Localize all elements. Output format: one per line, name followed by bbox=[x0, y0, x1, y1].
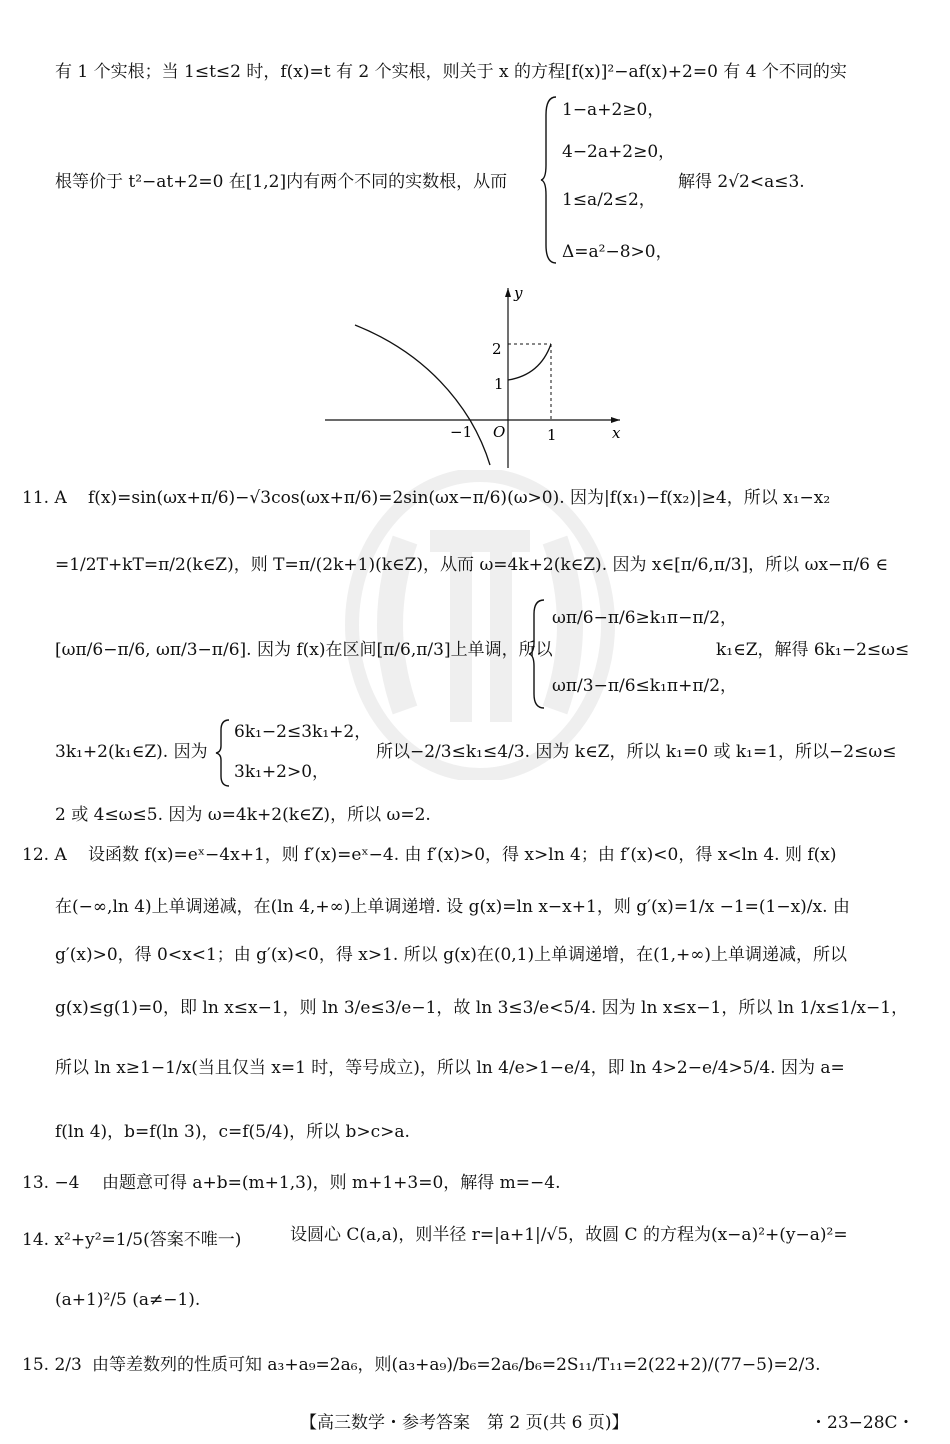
problem-14-number: 14. x²+y²=1/5(答案不唯一) bbox=[22, 1230, 242, 1250]
right-curve bbox=[508, 344, 551, 380]
problem-12-line-2: 在(−∞,ln 4)上单调递减，在(ln 4,+∞)上单调递增. 设 g(x)=ln x−x+1，则 g′(x)=1/x −1=(1−x)/x. 由 bbox=[55, 897, 850, 917]
left-curve bbox=[355, 325, 490, 465]
footer-code: ・23−28C・ bbox=[810, 1413, 915, 1433]
problem-11-line-4a: 3k₁+2(k₁∈Z). 因为 bbox=[55, 742, 208, 762]
y-axis-label: y bbox=[514, 284, 523, 302]
x-axis-label: x bbox=[612, 424, 621, 442]
problem-12-line-4: g(x)≤g(1)=0，即 ln x≤x−1，则 ln 3/e≤3/e−1，故 ln 3≤3/e<5/4. 因为 ln x≤x−1，所以 ln 1/x≤1/x−1， bbox=[55, 998, 909, 1018]
problem-12-line-6: f(ln 4)，b=f(ln 3)，c=f(5/4)，所以 b>c>a. bbox=[55, 1122, 410, 1142]
text-line-2a: 根等价于 t²−at+2=0 在[1,2]内有两个不同的实数根，从而 bbox=[55, 172, 508, 192]
text-line-2b: 解得 2√2<a≤3. bbox=[678, 172, 805, 192]
problem-11-line-2: =1/2T+kT=π/2(k∈Z)，则 T=π/(2k+1)(k∈Z)，从而 ω=4k+2(k∈Z). 因为 x∈[π/6,π/3]，所以 ωx−π/6 ∈ bbox=[55, 555, 888, 575]
system-1-eq-1: 1−a+2≥0， bbox=[562, 100, 665, 120]
problem-14-line-2: (a+1)²/5 (a≠−1). bbox=[55, 1290, 201, 1310]
problem-12-line-5: 所以 ln x≥1−1/x(当且仅当 x=1 时，等号成立)，所以 ln 4/e>1−e/4，即 ln 4>2−e/4>5/4. 因为 a= bbox=[55, 1058, 845, 1078]
ytick-2: 2 bbox=[492, 340, 502, 358]
problem-15-text: 由等差数列的性质可知 a₃+a₉=2a₆，则(a₃+a₉)/b₆=2a₆/b₆=2S₁₁/T₁₁=2(22+2)/(77−5)=2/3. bbox=[92, 1355, 821, 1375]
system-2-eq-2: ωπ/3−π/6≤k₁π+π/2， bbox=[552, 676, 738, 696]
brace-system-3 bbox=[215, 718, 233, 788]
system-1-eq-4: Δ=a²−8>0， bbox=[562, 242, 673, 262]
brace-system-1 bbox=[540, 95, 560, 265]
problem-11-line-5: 2 或 4≤ω≤5. 因为 ω=4k+2(k∈Z)，所以 ω=2. bbox=[55, 805, 431, 825]
problem-12-line-1: 设函数 f(x)=eˣ−4x+1，则 f′(x)=eˣ−4. 由 f′(x)>0，得 x>ln 4；由 f′(x)<0，得 x<ln 4. 则 f(x) bbox=[88, 845, 837, 865]
problem-11-line-3b: k₁∈Z，解得 6k₁−2≤ω≤ bbox=[716, 640, 910, 660]
system-3-eq-1: 6k₁−2≤3k₁+2， bbox=[234, 722, 372, 742]
problem-13-text: 由题意可得 a+b=(m+1,3)，则 m+1+3=0，解得 m=−4. bbox=[102, 1173, 561, 1193]
brace-system-2 bbox=[528, 598, 548, 710]
problem-11-line-3a: [ωπ/6−π/6, ωπ/3−π/6]. 因为 f(x)在区间[π/6,π/3]上单调，所以 bbox=[55, 640, 553, 660]
problem-12-line-3: g′(x)>0，得 0<x<1；由 g′(x)<0，得 x>1. 所以 g(x)在(0,1)上单调递增，在(1,+∞)上单调递减，所以 bbox=[55, 945, 848, 965]
system-1-eq-3: 1≤a/2≤2， bbox=[562, 190, 656, 210]
tick-1: 1 bbox=[547, 426, 557, 444]
text-line-1: 有 1 个实根；当 1≤t≤2 时，f(x)=t 有 2 个实根，则关于 x 的方程[f(x)]²−af(x)+2=0 有 4 个不同的实 bbox=[55, 62, 847, 82]
footer-page-info: 【高三数学・参考答案 第 2 页(共 6 页)】 bbox=[300, 1413, 629, 1433]
system-3-eq-2: 3k₁+2>0， bbox=[234, 762, 330, 782]
ytick-1: 1 bbox=[494, 375, 504, 393]
problem-14-line-1: 设圆心 C(a,a)，则半径 r=|a+1|/√5，故圆 C 的方程为(x−a)²+(y−a)²= bbox=[290, 1225, 848, 1245]
function-graph bbox=[320, 280, 640, 475]
problem-11-line-4b: 所以−2/3≤k₁≤4/3. 因为 k∈Z，所以 k₁=0 或 k₁=1，所以−2≤ω≤ bbox=[376, 742, 897, 762]
problem-13-number: 13. −4 bbox=[22, 1173, 80, 1193]
problem-12-number: 12. A bbox=[22, 845, 67, 865]
origin-label: O bbox=[493, 423, 506, 441]
problem-15-number: 15. 2/3 bbox=[22, 1355, 82, 1375]
system-1-eq-2: 4−2a+2≥0， bbox=[562, 142, 676, 162]
system-2-eq-1: ωπ/6−π/6≥k₁π−π/2， bbox=[552, 608, 738, 628]
problem-11-number: 11. A bbox=[22, 488, 67, 508]
tick-neg1: −1 bbox=[450, 423, 473, 441]
problem-11-line-1: f(x)=sin(ωx+π/6)−√3cos(ωx+π/6)=2sin(ωx−π/6)(ω>0). 因为|f(x₁)−f(x₂)|≥4，所以 x₁−x₂ bbox=[88, 488, 831, 508]
